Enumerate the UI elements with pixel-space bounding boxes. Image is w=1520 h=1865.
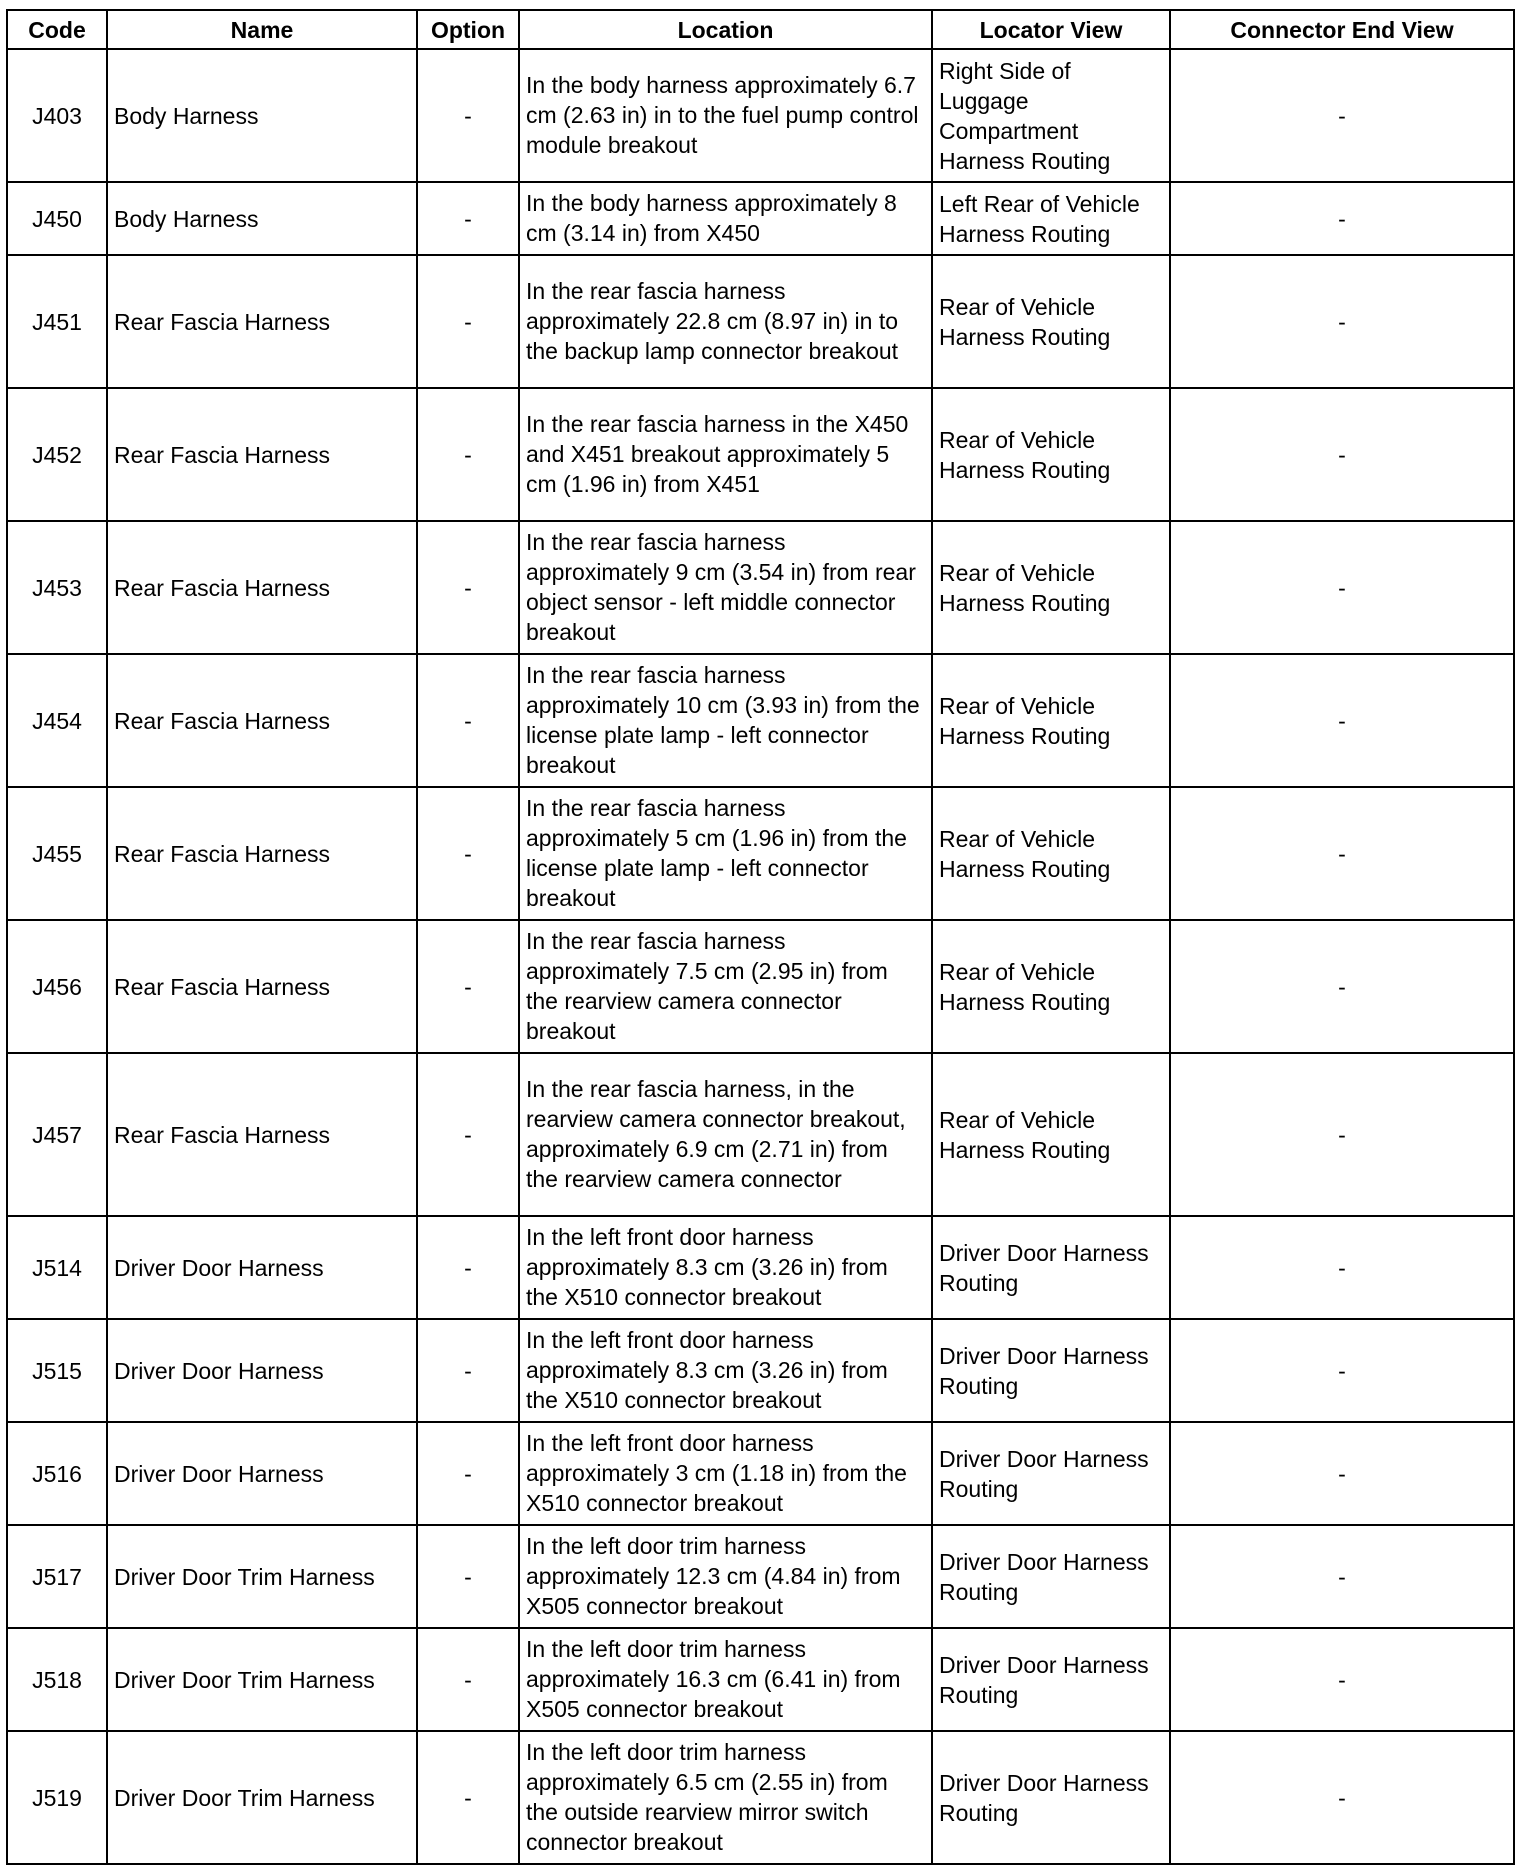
cell-name: Rear Fascia Harness — [107, 787, 417, 920]
cell-locator-view: Driver Door Harness Routing — [932, 1628, 1170, 1731]
cell-name: Driver Door Harness — [107, 1216, 417, 1319]
splice-location-table — [6, 9, 1515, 1865]
cell-name: Driver Door Trim Harness — [107, 1731, 417, 1864]
cell-connector-end-view: - — [1170, 1319, 1514, 1422]
cell-option: - — [417, 1319, 519, 1422]
cell-name: Body Harness — [107, 182, 417, 255]
cell-connector-end-view: - — [1170, 49, 1514, 182]
cell-name: Driver Door Harness — [107, 1422, 417, 1525]
cell-option: - — [417, 182, 519, 255]
cell-locator-view: Rear of Vehicle Harness Routing — [932, 255, 1170, 388]
cell-option: - — [417, 388, 519, 521]
cell-code: J515 — [7, 1319, 107, 1422]
cell-locator-view: Rear of Vehicle Harness Routing — [932, 920, 1170, 1053]
cell-locator-view: Driver Door Harness Routing — [932, 1525, 1170, 1628]
cell-option: - — [417, 1525, 519, 1628]
cell-locator-view: Left Rear of Vehicle Harness Routing — [932, 182, 1170, 255]
cell-locator-view: Rear of Vehicle Harness Routing — [932, 388, 1170, 521]
cell-location: In the rear fascia harness in the X450 and X451 breakout approximately 5 cm (1.96 in) from X451 — [519, 388, 932, 521]
header-option: Option — [417, 10, 519, 49]
table-row — [7, 1422, 1514, 1525]
cell-name: Driver Door Trim Harness — [107, 1628, 417, 1731]
cell-locator-view: Right Side of Luggage Compartment Harness Routing — [932, 49, 1170, 182]
cell-locator-view: Rear of Vehicle Harness Routing — [932, 521, 1170, 654]
cell-location: In the rear fascia harness approximately 5 cm (1.96 in) from the license plate lamp - left connector breakout — [519, 787, 932, 920]
cell-code: J456 — [7, 920, 107, 1053]
cell-name: Rear Fascia Harness — [107, 654, 417, 787]
cell-option: - — [417, 920, 519, 1053]
cell-option: - — [417, 521, 519, 654]
cell-code: J450 — [7, 182, 107, 255]
cell-connector-end-view: - — [1170, 182, 1514, 255]
cell-locator-view: Rear of Vehicle Harness Routing — [932, 654, 1170, 787]
cell-location: In the rear fascia harness approximately 10 cm (3.93 in) from the license plate lamp - left connector breakout — [519, 654, 932, 787]
table-row — [7, 49, 1514, 182]
table-row — [7, 182, 1514, 255]
table-row — [7, 654, 1514, 787]
cell-connector-end-view: - — [1170, 1525, 1514, 1628]
table-row — [7, 1216, 1514, 1319]
cell-option: - — [417, 255, 519, 388]
cell-connector-end-view: - — [1170, 1216, 1514, 1319]
cell-location: In the rear fascia harness, in the rearview camera connector breakout, approximately 6.9 cm (2.71 in) from the rearview camera connector — [519, 1053, 932, 1216]
table-row — [7, 787, 1514, 920]
cell-option: - — [417, 654, 519, 787]
table-row — [7, 1053, 1514, 1216]
cell-code: J516 — [7, 1422, 107, 1525]
cell-locator-view: Driver Door Harness Routing — [932, 1319, 1170, 1422]
cell-code: J452 — [7, 388, 107, 521]
cell-code: J457 — [7, 1053, 107, 1216]
cell-connector-end-view: - — [1170, 388, 1514, 521]
header-code: Code — [7, 10, 107, 49]
cell-connector-end-view: - — [1170, 1731, 1514, 1864]
cell-code: J451 — [7, 255, 107, 388]
cell-code: J454 — [7, 654, 107, 787]
cell-connector-end-view: - — [1170, 787, 1514, 920]
cell-name: Driver Door Trim Harness — [107, 1525, 417, 1628]
cell-option: - — [417, 1422, 519, 1525]
cell-connector-end-view: - — [1170, 1422, 1514, 1525]
cell-connector-end-view: - — [1170, 1628, 1514, 1731]
cell-name: Rear Fascia Harness — [107, 388, 417, 521]
table-row — [7, 920, 1514, 1053]
cell-location: In the rear fascia harness approximately 7.5 cm (2.95 in) from the rearview camera connector breakout — [519, 920, 932, 1053]
cell-code: J453 — [7, 521, 107, 654]
header-locator-view: Locator View — [932, 10, 1170, 49]
cell-option: - — [417, 1216, 519, 1319]
cell-code: J517 — [7, 1525, 107, 1628]
cell-code: J455 — [7, 787, 107, 920]
table-row — [7, 388, 1514, 521]
cell-location: In the left door trim harness approximately 12.3 cm (4.84 in) from X505 connector breakout — [519, 1525, 932, 1628]
header-name: Name — [107, 10, 417, 49]
cell-name: Body Harness — [107, 49, 417, 182]
cell-location: In the left door trim harness approximately 6.5 cm (2.55 in) from the outside rearview mirror switch connector breakout — [519, 1731, 932, 1864]
cell-location: In the rear fascia harness approximately 22.8 cm (8.97 in) in to the backup lamp connector breakout — [519, 255, 932, 388]
cell-option: - — [417, 49, 519, 182]
cell-option: - — [417, 1053, 519, 1216]
header-connector-end-view: Connector End View — [1170, 10, 1514, 49]
cell-location: In the left front door harness approximately 8.3 cm (3.26 in) from the X510 connector breakout — [519, 1319, 932, 1422]
cell-name: Rear Fascia Harness — [107, 521, 417, 654]
cell-location: In the rear fascia harness approximately 9 cm (3.54 in) from rear object sensor - left middle connector breakout — [519, 521, 932, 654]
table-header — [7, 10, 1514, 49]
cell-name: Driver Door Harness — [107, 1319, 417, 1422]
cell-connector-end-view: - — [1170, 1053, 1514, 1216]
header-row — [7, 10, 1514, 49]
cell-code: J518 — [7, 1628, 107, 1731]
cell-name: Rear Fascia Harness — [107, 1053, 417, 1216]
cell-location: In the left front door harness approximately 8.3 cm (3.26 in) from the X510 connector breakout — [519, 1216, 932, 1319]
table-row — [7, 1525, 1514, 1628]
cell-connector-end-view: - — [1170, 654, 1514, 787]
cell-option: - — [417, 1628, 519, 1731]
cell-locator-view: Rear of Vehicle Harness Routing — [932, 1053, 1170, 1216]
cell-code: J403 — [7, 49, 107, 182]
cell-locator-view: Driver Door Harness Routing — [932, 1731, 1170, 1864]
table-body — [7, 49, 1514, 1864]
cell-connector-end-view: - — [1170, 521, 1514, 654]
table-row — [7, 255, 1514, 388]
cell-locator-view: Rear of Vehicle Harness Routing — [932, 787, 1170, 920]
cell-locator-view: Driver Door Harness Routing — [932, 1216, 1170, 1319]
cell-code: J519 — [7, 1731, 107, 1864]
cell-code: J514 — [7, 1216, 107, 1319]
cell-location: In the body harness approximately 8 cm (3.14 in) from X450 — [519, 182, 932, 255]
cell-option: - — [417, 787, 519, 920]
table-row — [7, 1628, 1514, 1731]
table-row — [7, 521, 1514, 654]
cell-connector-end-view: - — [1170, 920, 1514, 1053]
cell-location: In the left front door harness approximately 3 cm (1.18 in) from the X510 connector breakout — [519, 1422, 932, 1525]
cell-location: In the left door trim harness approximately 16.3 cm (6.41 in) from X505 connector breakout — [519, 1628, 932, 1731]
cell-locator-view: Driver Door Harness Routing — [932, 1422, 1170, 1525]
cell-connector-end-view: - — [1170, 255, 1514, 388]
table-row — [7, 1319, 1514, 1422]
cell-name: Rear Fascia Harness — [107, 920, 417, 1053]
header-location: Location — [519, 10, 932, 49]
cell-option: - — [417, 1731, 519, 1864]
cell-name: Rear Fascia Harness — [107, 255, 417, 388]
cell-location: In the body harness approximately 6.7 cm (2.63 in) in to the fuel pump control module breakout — [519, 49, 932, 182]
table-row — [7, 1731, 1514, 1864]
